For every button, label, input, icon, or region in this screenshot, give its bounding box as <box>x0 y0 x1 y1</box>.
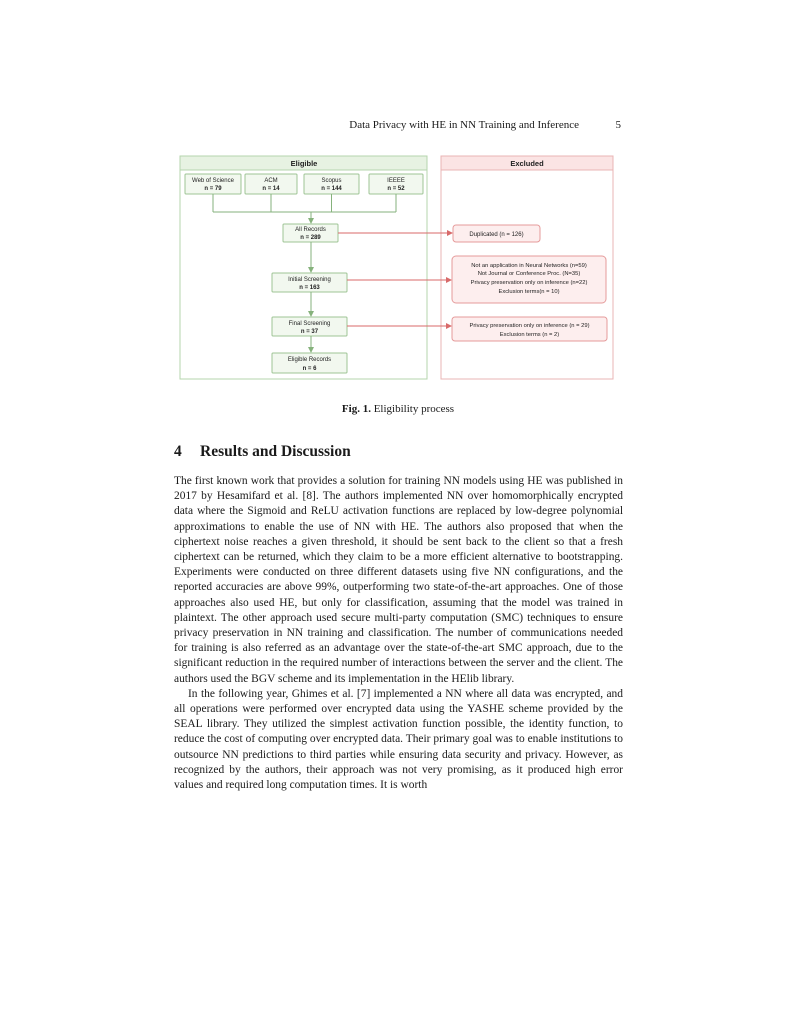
source-count: n = 14 <box>262 186 280 192</box>
figure-caption <box>172 403 624 415</box>
final-screening-count: n = 37 <box>300 329 319 335</box>
source-web-of-science <box>185 174 241 194</box>
caption-label: Fig. 1. <box>341 403 371 415</box>
eligible-records-count: n = 6 <box>302 366 317 372</box>
exclusion-line: Not an application in Neural Networks (n=59) <box>471 263 587 269</box>
source-count: n = 79 <box>204 186 222 192</box>
exclusion-line: Privacy preservation only on inference (n = 29) <box>469 323 590 329</box>
eligible-title: Eligible <box>290 159 318 168</box>
exclusion-line: Exclusion terms (n = 2) <box>499 332 560 338</box>
final-screening-label: Final Screening <box>288 321 331 327</box>
source-name: Web of Science <box>192 178 234 184</box>
eligible-records-box <box>272 353 347 373</box>
page-number: 5 <box>615 119 621 131</box>
source-ieeee <box>369 174 423 194</box>
exclusion-initial-box <box>452 256 606 303</box>
exclusion-line: Exclusion terms(n = 10) <box>498 289 560 295</box>
flow-diagram <box>179 155 615 381</box>
source-count: n = 144 <box>321 186 342 192</box>
source-count: n = 52 <box>387 186 405 192</box>
all-records-box <box>283 224 338 242</box>
initial-screening-box <box>272 273 347 292</box>
final-screening-box <box>272 317 347 336</box>
eligible-records-label: Eligible Records <box>287 357 332 363</box>
section-title: Results and Discussion <box>200 443 351 460</box>
caption-text: Eligibility process <box>373 403 455 415</box>
exclusion-line: Privacy preservation only on inference (n=22) <box>470 280 588 286</box>
paragraph: In the following year, Ghimes et al. [7] implemented a NN where all data was encrypted, and all operations were performed over encrypted data using the YASHE scheme provided by the SEAL library. They utilized the simplest activation function possible, the identity function, to reduce the cost of computing over encrypted data. Their primary goal was to enable institutions to outsource NN predictions to third parties while ensuring data security and privacy. However, as recognized by the authors, their approach was not very promising, as it produced high error values and required long computation times. It is worth <box>174 687 623 792</box>
eligibility-figure <box>179 155 615 381</box>
section-number: 4 <box>174 443 182 460</box>
all-records-count: n = 289 <box>300 235 321 241</box>
section-heading <box>174 443 624 461</box>
excluded-title: Excluded <box>510 159 544 168</box>
body-text <box>174 474 623 793</box>
exclusion-line: Not Journal or Conference Proc. (N=35) <box>477 271 581 277</box>
paragraph: The first known work that provides a solution for training NN models using HE was published in 2017 by Hesamifard et al. [8]. The authors implemented NN over homomorphically encrypted data where the Sigmoid and ReLU activation functions are replaced by low-degree polynomial approximations to enable the use of NN with HE. The authors also proposed that when the ciphertext noise reaches a given threshold, it should be sent back to the client so that a fresh ciphertext can be returned, which they claim to be a more efficient alternative to bootstrapping. Experiments were conducted on three different datasets using five NN configurations, and the reported accuracies are above 99%, outperforming two state-of-the-art approaches. One of those approaches also used HE, but only for classification, assuming that the model was trained in plaintext. The other approach used secure multi-party computation (SMC) techniques to ensure privacy preservation in NN training and classification. The number of communications needed for training is also referred as an advantage over the state-of-the-art SMC approach, due to the significant reduction in the required number of interactions between the server and the client. The authors used the BGV scheme and its implementation in the HElib library. <box>174 475 623 685</box>
duplicated-box <box>453 225 540 242</box>
running-title: Data Privacy with HE in NN Training and Inference <box>349 119 579 131</box>
duplicated-label: Duplicated (n = 126) <box>469 232 524 238</box>
initial-screening-label: Initial Screening <box>288 277 331 283</box>
source-name: ACM <box>264 178 278 184</box>
source-name: IEEEE <box>387 178 405 184</box>
exclusion-final-box <box>452 317 607 341</box>
source-name: Scopus <box>321 178 342 184</box>
all-records-label: All Records <box>295 227 326 233</box>
source-scopus <box>304 174 359 194</box>
source-acm <box>245 174 297 194</box>
running-head <box>172 119 624 133</box>
initial-screening-count: n = 163 <box>299 285 320 291</box>
